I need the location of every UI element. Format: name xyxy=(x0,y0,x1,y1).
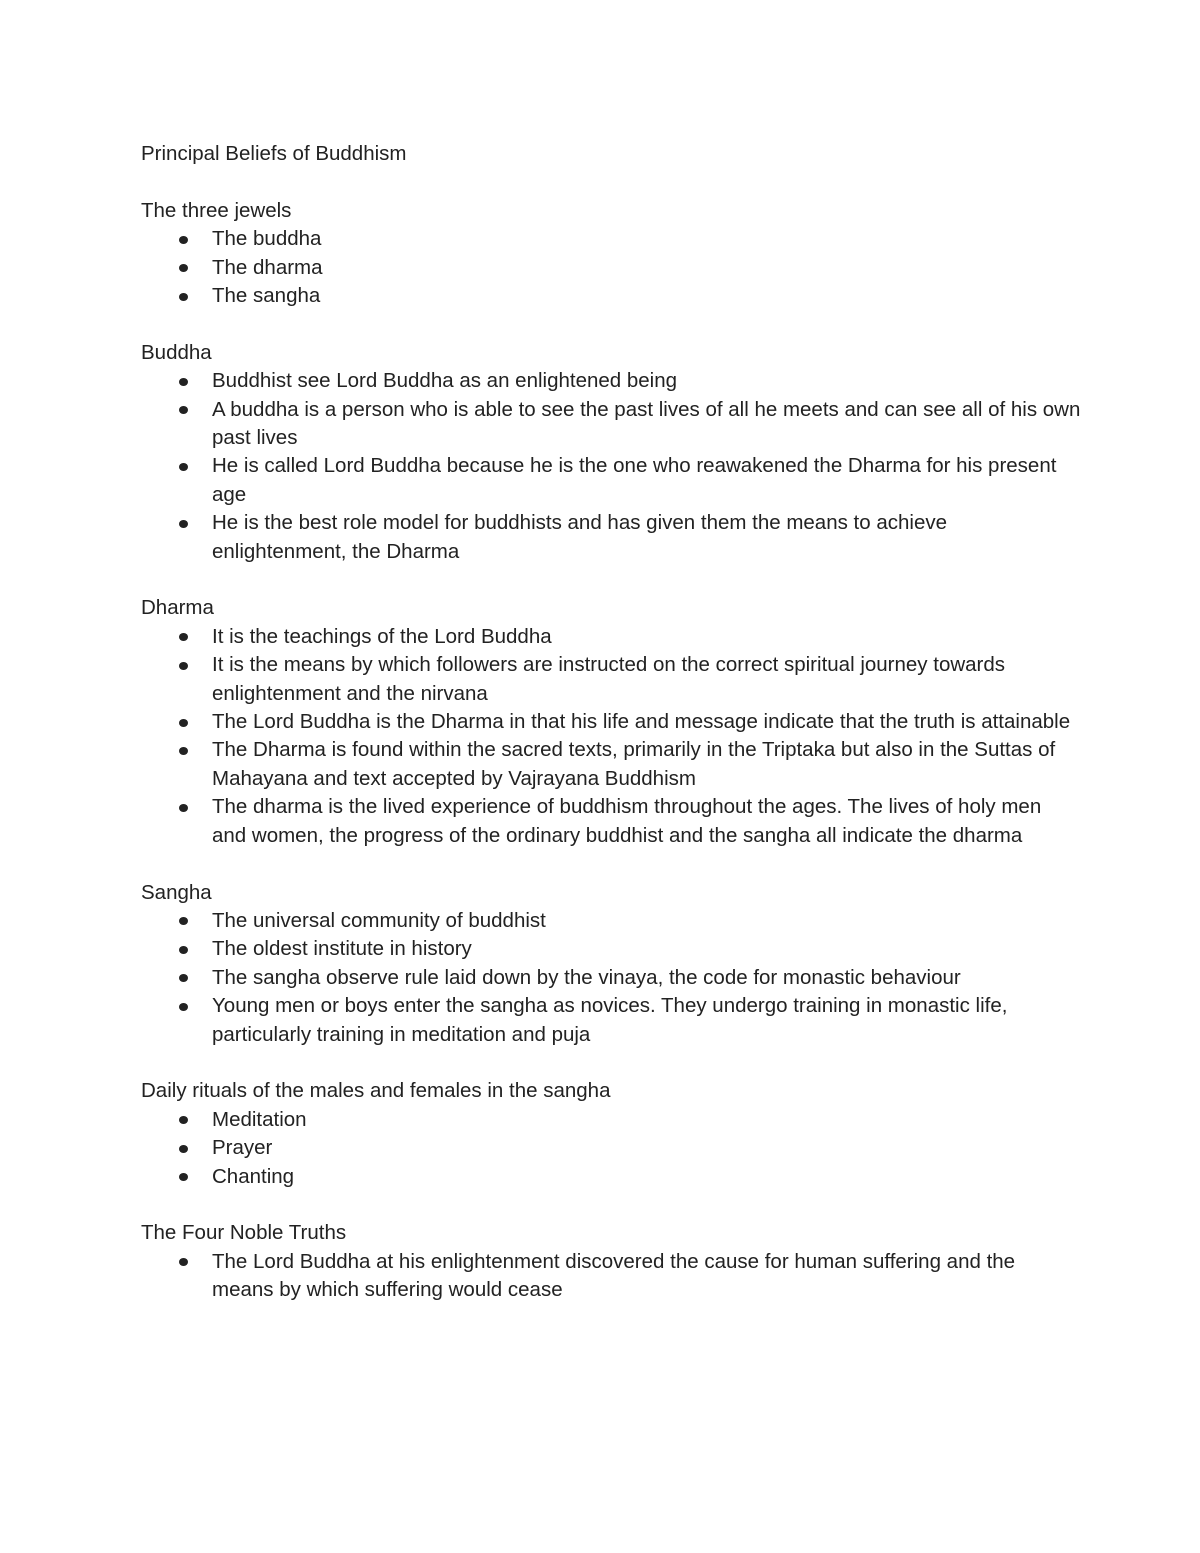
list-item xyxy=(141,367,1081,395)
list-item xyxy=(141,935,1081,963)
bullet-icon xyxy=(179,662,188,670)
list-item xyxy=(141,907,1081,935)
bullet-icon xyxy=(179,293,188,301)
list-item-text: It is the teachings of the Lord Buddha xyxy=(212,624,552,648)
list-item-text: The universal community of buddhist xyxy=(212,908,546,932)
bullet-icon xyxy=(179,264,188,272)
list-item xyxy=(141,509,1081,566)
bullet-icon xyxy=(179,236,188,244)
bullet-list xyxy=(141,1248,1081,1305)
section-heading: Sangha xyxy=(141,880,212,904)
list-item-text: The oldest institute in history xyxy=(212,937,472,961)
document-body xyxy=(141,140,1081,1333)
bullet-list xyxy=(141,907,1081,1049)
bullet-icon xyxy=(179,1258,188,1266)
bullet-icon xyxy=(179,974,188,982)
section-heading: Buddha xyxy=(141,340,212,364)
list-item-text: Buddhist see Lord Buddha as an enlightened being xyxy=(212,369,678,393)
bullet-icon xyxy=(179,747,188,755)
list-item xyxy=(141,651,1081,708)
list-item xyxy=(141,1106,1081,1134)
section-three-jewels xyxy=(141,197,1081,311)
list-item-text: The buddha xyxy=(212,227,322,251)
section-daily-rituals xyxy=(141,1077,1081,1191)
bullet-icon xyxy=(179,946,188,954)
list-item xyxy=(141,396,1081,453)
section-heading: Dharma xyxy=(141,596,214,620)
bullet-icon xyxy=(179,520,188,528)
list-item-text: Young men or boys enter the sangha as novices. They undergo training in monastic life, particularly training in meditation and puja xyxy=(212,994,1008,1046)
list-item-text: The Dharma is found within the sacred texts, primarily in the Triptaka but also in the Suttas of Mahayana and text accepted by Vajrayana Buddhism xyxy=(212,738,1056,790)
list-item xyxy=(141,1134,1081,1162)
list-item xyxy=(141,623,1081,651)
list-item xyxy=(141,225,1081,253)
bullet-icon xyxy=(179,463,188,471)
list-item xyxy=(141,1163,1081,1191)
section-dharma xyxy=(141,594,1081,850)
list-item-text: The dharma is the lived experience of buddhism throughout the ages. The lives of holy men and women, the progress of the ordinary buddhist and the sangha all indicate the dharma xyxy=(212,795,1042,847)
bullet-icon xyxy=(179,1145,188,1153)
list-item xyxy=(141,254,1081,282)
bullet-icon xyxy=(179,378,188,386)
bullet-icon xyxy=(179,719,188,727)
bullet-list xyxy=(141,623,1081,850)
list-item xyxy=(141,708,1081,736)
section-buddha xyxy=(141,339,1081,566)
list-item xyxy=(141,964,1081,992)
list-item-text: The sangha observe rule laid down by the vinaya, the code for monastic behaviour xyxy=(212,965,961,989)
section-heading: The Four Noble Truths xyxy=(141,1221,347,1245)
list-item-text: It is the means by which followers are instructed on the correct spiritual journey towards enlightenment and the nirvana xyxy=(212,653,1006,705)
list-item xyxy=(141,452,1081,509)
bullet-icon xyxy=(179,917,188,925)
bullet-list xyxy=(141,225,1081,310)
bullet-list xyxy=(141,1106,1081,1191)
list-item-text: The Lord Buddha at his enlightenment discovered the cause for human suffering and the means by which suffering would cease xyxy=(212,1249,1016,1302)
list-item-text: A buddha is a person who is able to see the past lives of all he meets and can see all of his own past lives xyxy=(212,397,1081,450)
list-item-text: Chanting xyxy=(212,1164,295,1188)
section-four-noble-truths xyxy=(141,1219,1081,1304)
list-item-text: The Lord Buddha is the Dharma in that his life and message indicate that the truth is attainable xyxy=(212,710,1071,734)
bullet-icon xyxy=(179,633,188,641)
list-item xyxy=(141,1248,1081,1305)
section-heading: Daily rituals of the males and females in the sangha xyxy=(141,1079,611,1103)
list-item xyxy=(141,282,1081,310)
list-item xyxy=(141,793,1081,850)
list-item-text: The sangha xyxy=(212,284,321,308)
bullet-icon xyxy=(179,406,188,414)
list-item xyxy=(141,992,1081,1049)
bullet-icon xyxy=(179,1173,188,1181)
bullet-icon xyxy=(179,1003,188,1011)
list-item-text: Prayer xyxy=(212,1136,273,1160)
bullet-list xyxy=(141,367,1081,566)
bullet-icon xyxy=(179,804,188,812)
list-item-text: Meditation xyxy=(212,1107,307,1131)
list-item-text: The dharma xyxy=(212,255,323,279)
list-item xyxy=(141,736,1081,793)
bullet-icon xyxy=(179,1116,188,1124)
list-item-text: He is the best role model for buddhists and has given them the means to achieve enlightenment, the Dharma xyxy=(212,511,948,563)
document-title: Principal Beliefs of Buddhism xyxy=(141,142,407,165)
section-heading: The three jewels xyxy=(141,198,292,222)
section-sangha xyxy=(141,879,1081,1049)
list-item-text: He is called Lord Buddha because he is the one who reawakened the Dharma for his present age xyxy=(212,454,1057,506)
